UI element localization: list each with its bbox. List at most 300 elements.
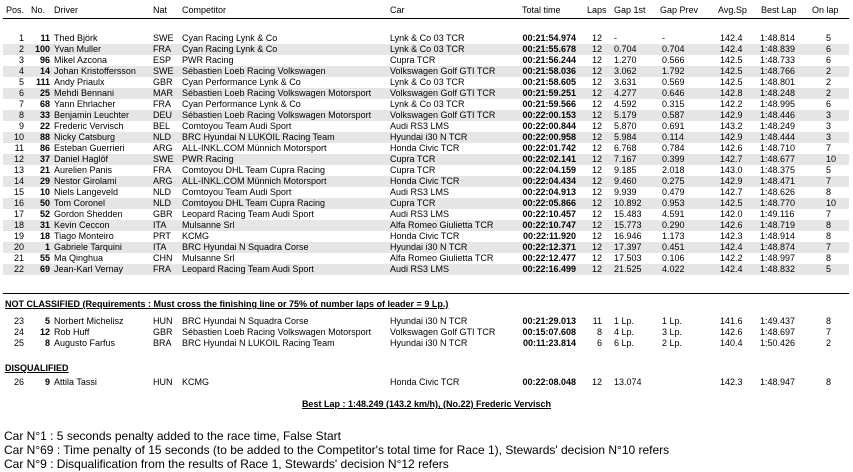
- cell-gapp: 0.114: [662, 132, 684, 142]
- cell-gap1: 3.631: [614, 77, 637, 87]
- cell-car: Volkswagen Golf GTI TCR: [390, 110, 496, 120]
- cell-pos: 19: [13, 231, 24, 241]
- cell-onlap: 8: [826, 187, 832, 197]
- cell-pos: 6: [18, 88, 24, 98]
- cell-pos: 21: [13, 253, 24, 263]
- cell-time: 00:11:23.814: [522, 338, 576, 348]
- cell-pos: 3: [18, 55, 24, 65]
- table-row: [0, 33, 853, 44]
- cell-onlap: 8: [826, 231, 832, 241]
- cell-car: Lynk & Co 03 TCR: [390, 99, 465, 109]
- cell-competitor: BRC Hyundai N LUKOIL Racing Team: [182, 338, 335, 348]
- cell-competitor: Comtoyou DHL Team Cupra Racing: [182, 165, 326, 175]
- cell-no: 5: [44, 316, 50, 326]
- cell-nat: ITA: [153, 242, 167, 252]
- cell-time: 00:22:00.958: [522, 132, 576, 142]
- cell-laps: 12: [591, 55, 602, 65]
- cell-car: Volkswagen Golf GTI TCR: [390, 327, 496, 337]
- cell-time: 00:22:10.747: [522, 220, 576, 230]
- cell-nat: FRA: [153, 44, 171, 54]
- cell-time: 00:22:12.477: [522, 253, 576, 263]
- cell-best: 1:48.471: [760, 176, 796, 186]
- header-competitor: Competitor: [182, 5, 227, 15]
- cell-laps: 12: [591, 220, 602, 230]
- cell-time: 00:22:01.742: [522, 143, 576, 153]
- cell-no: 18: [39, 231, 50, 241]
- cell-gap1: 4 Lp.: [614, 327, 635, 337]
- header-car: Car: [390, 5, 405, 15]
- cell-gap1: 9.939: [614, 187, 637, 197]
- cell-best: 1:48.719: [760, 220, 796, 230]
- cell-competitor: BRC Hyundai N Squadra Corse: [182, 316, 309, 326]
- cell-pos: 13: [13, 165, 24, 175]
- cell-driver: Johan Kristoffersson: [54, 66, 136, 76]
- cell-gapp: 0.569: [662, 77, 685, 87]
- cell-gapp: 1.792: [662, 66, 685, 76]
- cell-time: 00:21:59.251: [522, 88, 576, 98]
- cell-onlap: 8: [826, 377, 832, 387]
- cell-competitor: Mulsanne Srl: [182, 253, 235, 263]
- cell-no: 55: [39, 253, 50, 263]
- header-gap-1st: Gap 1st: [614, 5, 646, 15]
- cell-car: Cupra TCR: [390, 198, 436, 208]
- cell-nat: GBR: [153, 209, 173, 219]
- cell-laps: 6: [596, 338, 602, 348]
- cell-gap1: 5.984: [614, 132, 637, 142]
- cell-onlap: 7: [826, 176, 832, 186]
- cell-no: 31: [39, 220, 50, 230]
- cell-laps: 12: [591, 33, 602, 43]
- cell-driver: Mikel Azcona: [54, 55, 108, 65]
- cell-best: 1:48.814: [760, 33, 796, 43]
- cell-avg: 142.6: [720, 220, 743, 230]
- cell-no: 10: [39, 187, 50, 197]
- cell-nat: ARG: [153, 176, 173, 186]
- cell-time: 00:21:56.244: [522, 55, 576, 65]
- cell-nat: SWE: [153, 33, 174, 43]
- cell-best: 1:48.832: [760, 264, 796, 274]
- cell-car: Cupra TCR: [390, 165, 436, 175]
- cell-driver: Norbert Michelisz: [54, 316, 124, 326]
- cell-gapp: 0.451: [662, 242, 685, 252]
- cell-best: 1:48.444: [760, 132, 796, 142]
- cell-laps: 12: [591, 176, 602, 186]
- cell-onlap: 6: [826, 99, 832, 109]
- cell-no: 69: [39, 264, 50, 274]
- cell-driver: Thed Björk: [54, 33, 98, 43]
- cell-no: 68: [39, 99, 50, 109]
- cell-competitor: Sébastien Loeb Racing Volkswagen: [182, 66, 326, 76]
- cell-avg: 142.7: [720, 154, 743, 164]
- cell-nat: NLD: [153, 198, 172, 208]
- cell-best: 1:48.626: [760, 187, 796, 197]
- cell-onlap: 2: [826, 77, 832, 87]
- cell-laps: 12: [591, 187, 602, 197]
- cell-no: 9: [44, 377, 50, 387]
- cell-no: 1: [44, 242, 50, 252]
- cell-best: 1:48.766: [760, 66, 796, 76]
- cell-competitor: Comtoyou DHL Team Cupra Racing: [182, 198, 326, 208]
- cell-driver: Aurelien Panis: [54, 165, 113, 175]
- cell-pos: 5: [18, 77, 24, 87]
- cell-driver: Augusto Farfus: [54, 338, 116, 348]
- cell-gapp: -: [662, 33, 665, 43]
- cell-laps: 12: [591, 165, 602, 175]
- cell-no: 37: [39, 154, 50, 164]
- cell-driver: Kevin Ceccon: [54, 220, 110, 230]
- cell-best: 1:48.770: [760, 198, 796, 208]
- cell-competitor: Comtoyou Team Audi Sport: [182, 187, 292, 197]
- cell-car: Honda Civic TCR: [390, 176, 460, 186]
- cell-laps: 12: [591, 99, 602, 109]
- cell-avg: 142.4: [720, 44, 743, 54]
- cell-competitor: Cyan Performance Lynk & Co: [182, 77, 301, 87]
- table-row: [0, 316, 853, 327]
- cell-nat: ARG: [153, 143, 173, 153]
- cell-best: 1:48.697: [760, 327, 796, 337]
- cell-avg: 142.9: [720, 132, 743, 142]
- cell-gapp: 2 Lp.: [662, 338, 683, 348]
- cell-avg: 142.3: [720, 231, 743, 241]
- cell-best: 1:48.801: [760, 77, 796, 87]
- cell-onlap: 8: [826, 253, 832, 263]
- cell-pos: 11: [14, 143, 24, 153]
- cell-driver: Nestor Girolami: [54, 176, 117, 186]
- cell-laps: 8: [596, 327, 602, 337]
- cell-pos: 4: [18, 66, 24, 76]
- cell-gapp: 1 Lp.: [662, 316, 683, 326]
- cell-pos: 20: [13, 242, 24, 252]
- cell-gapp: 0.704: [662, 44, 685, 54]
- table-row: [0, 176, 853, 187]
- cell-time: 00:22:11.920: [522, 231, 576, 241]
- header-driver: Driver: [54, 5, 78, 15]
- cell-avg: 142.3: [720, 377, 743, 387]
- cell-gap1: 1 Lp.: [614, 316, 635, 326]
- cell-best: 1:48.839: [760, 44, 796, 54]
- cell-gapp: 0.566: [662, 55, 685, 65]
- cell-gapp: 2.018: [662, 165, 685, 175]
- cell-car: Alfa Romeo Giulietta TCR: [390, 220, 494, 230]
- header-nat: Nat: [153, 5, 168, 15]
- cell-nat: ITA: [153, 220, 167, 230]
- table-row: [0, 55, 853, 66]
- cell-onlap: 2: [826, 88, 832, 98]
- cell-best: 1:48.710: [760, 143, 796, 153]
- cell-gapp: 0.784: [662, 143, 685, 153]
- cell-no: 111: [35, 77, 50, 87]
- cell-onlap: 7: [826, 209, 832, 219]
- cell-time: 00:15:07.608: [522, 327, 576, 337]
- cell-gap1: 17.397: [614, 242, 642, 252]
- cell-gap1: 4.592: [614, 99, 637, 109]
- table-row: [0, 44, 853, 55]
- cell-best: 1:50.426: [760, 338, 796, 348]
- table-row: [0, 77, 853, 88]
- cell-competitor: ALL-INKL.COM Münnich Motorsport: [182, 176, 327, 186]
- cell-nat: NLD: [153, 132, 172, 142]
- cell-gap1: 1.270: [614, 55, 637, 65]
- cell-onlap: 2: [826, 66, 832, 76]
- cell-onlap: 7: [826, 327, 832, 337]
- cell-no: 12: [39, 327, 50, 337]
- cell-gap1: 4.277: [614, 88, 637, 98]
- cell-avg: 142.9: [720, 110, 743, 120]
- penalty-note: Car N°9 : Disqualification from the results of Race 1, Stewards' decision N°12 refers: [4, 457, 449, 471]
- cell-gap1: 6.768: [614, 143, 637, 153]
- cell-driver: Mehdi Bennani: [54, 88, 115, 98]
- cell-onlap: 3: [826, 121, 832, 131]
- cell-driver: Tiago Monteiro: [54, 231, 114, 241]
- cell-laps: 12: [591, 121, 602, 131]
- cell-no: 96: [39, 55, 50, 65]
- cell-laps: 12: [591, 44, 602, 54]
- cell-gapp: 0.953: [662, 198, 685, 208]
- cell-pos: 18: [13, 220, 24, 230]
- cell-driver: Nicky Catsburg: [54, 132, 116, 142]
- cell-competitor: Comtoyou Team Audi Sport: [182, 121, 292, 131]
- cell-best: 1:48.446: [760, 110, 796, 120]
- cell-pos: 15: [13, 187, 24, 197]
- cell-no: 100: [34, 44, 50, 54]
- header-no: No.: [31, 5, 46, 15]
- table-row: [0, 253, 853, 264]
- cell-competitor: ALL-INKL.COM Münnich Motorsport: [182, 143, 327, 153]
- cell-gap1: 15.483: [614, 209, 642, 219]
- cell-nat: MAR: [153, 88, 173, 98]
- table-row: [0, 242, 853, 253]
- cell-car: Audi RS3 LMS: [390, 187, 450, 197]
- table-row: [0, 231, 853, 242]
- cell-laps: 12: [591, 198, 602, 208]
- cell-gap1: 17.503: [614, 253, 642, 263]
- cell-time: 00:22:05.866: [522, 198, 576, 208]
- cell-nat: FRA: [153, 99, 171, 109]
- cell-avg: 142.5: [720, 77, 743, 87]
- cell-competitor: Sébastien Loeb Racing Volkswagen Motorsport: [182, 88, 372, 98]
- cell-laps: 12: [591, 88, 602, 98]
- best-lap-summary: Best Lap : 1:48.249 (143.2 km/h), (No.22) Frederic Vervisch: [301, 399, 552, 409]
- table-row: [0, 154, 853, 165]
- cell-nat: HUN: [153, 377, 173, 387]
- cell-onlap: 5: [826, 264, 832, 274]
- cell-onlap: 8: [826, 220, 832, 230]
- cell-gapp: 0.646: [662, 88, 685, 98]
- cell-gap1: 5.179: [614, 110, 637, 120]
- cell-nat: SWE: [153, 66, 174, 76]
- table-row: [0, 198, 853, 209]
- cell-onlap: 3: [826, 110, 832, 120]
- cell-time: 00:22:00.153: [522, 110, 576, 120]
- cell-time: 00:21:54.974: [522, 33, 576, 43]
- cell-laps: 12: [591, 132, 602, 142]
- cell-no: 33: [39, 110, 50, 120]
- cell-best: 1:48.947: [760, 377, 796, 387]
- cell-laps: 11: [592, 316, 602, 326]
- cell-avg: 142.6: [720, 327, 743, 337]
- cell-car: Volkswagen Golf GTI TCR: [390, 88, 496, 98]
- cell-nat: SWE: [153, 154, 174, 164]
- cell-gapp: 0.290: [662, 220, 685, 230]
- cell-pos: 7: [18, 99, 24, 109]
- cell-gapp: 3 Lp.: [662, 327, 683, 337]
- cell-best: 1:48.733: [760, 55, 796, 65]
- cell-pos: 23: [13, 316, 24, 326]
- cell-gap1: 10.892: [614, 198, 642, 208]
- cell-no: 14: [39, 66, 50, 76]
- table-row: [0, 132, 853, 143]
- table-row: [0, 187, 853, 198]
- cell-time: 00:21:29.013: [522, 316, 576, 326]
- cell-laps: 12: [591, 66, 602, 76]
- cell-onlap: 10: [826, 198, 837, 208]
- cell-pos: 2: [18, 44, 24, 54]
- cell-gapp: 4.591: [662, 209, 685, 219]
- cell-nat: BEL: [153, 121, 171, 131]
- cell-laps: 12: [591, 143, 602, 153]
- cell-gap1: 15.773: [614, 220, 642, 230]
- cell-nat: CHN: [153, 253, 173, 263]
- cell-car: Hyundai i30 N TCR: [390, 316, 468, 326]
- cell-competitor: PWR Racing: [182, 55, 234, 65]
- cell-onlap: 3: [826, 132, 832, 142]
- cell-no: 88: [39, 132, 50, 142]
- cell-competitor: Sébastien Loeb Racing Volkswagen Motorsport: [182, 327, 372, 337]
- cell-avg: 142.7: [720, 187, 743, 197]
- cell-pos: 12: [13, 154, 24, 164]
- cell-onlap: 10: [826, 154, 837, 164]
- cell-competitor: KCMG: [182, 231, 209, 241]
- cell-laps: 12: [591, 110, 602, 120]
- cell-car: Honda Civic TCR: [390, 143, 460, 153]
- cell-best: 1:48.914: [760, 231, 796, 241]
- cell-avg: 140.4: [720, 338, 743, 348]
- cell-laps: 12: [591, 377, 602, 387]
- cell-gap1: 0.704: [614, 44, 637, 54]
- cell-competitor: Cyan Performance Lynk & Co: [182, 99, 301, 109]
- cell-pos: 1: [18, 33, 24, 43]
- cell-best: 1:49.116: [760, 209, 795, 219]
- cell-pos: 24: [13, 327, 24, 337]
- cell-time: 00:22:16.499: [522, 264, 576, 274]
- cell-nat: DEU: [153, 110, 173, 120]
- cell-avg: 142.5: [720, 66, 743, 76]
- cell-pos: 10: [13, 132, 24, 142]
- cell-competitor: Leopard Racing Team Audi Sport: [182, 264, 314, 274]
- cell-time: 00:21:59.566: [522, 99, 576, 109]
- table-row: [0, 66, 853, 77]
- cell-onlap: 5: [826, 33, 832, 43]
- cell-avg: 142.5: [720, 198, 743, 208]
- cell-car: Audi RS3 LMS: [390, 121, 450, 131]
- cell-driver: Esteban Guerrieri: [54, 143, 125, 153]
- table-row: [0, 377, 853, 388]
- cell-driver: Andy Priaulx: [54, 77, 105, 87]
- cell-no: 8: [44, 338, 50, 348]
- cell-time: 00:22:00.844: [522, 121, 576, 131]
- cell-avg: 142.4: [720, 33, 743, 43]
- cell-time: 00:21:58.605: [522, 77, 576, 87]
- cell-pos: 25: [13, 338, 24, 348]
- cell-gap1: 3.062: [614, 66, 637, 76]
- cell-car: Audi RS3 LMS: [390, 209, 450, 219]
- cell-laps: 12: [591, 242, 602, 252]
- cell-gapp: 0.275: [662, 176, 685, 186]
- cell-driver: Tom Coronel: [54, 198, 106, 208]
- cell-avg: 142.5: [720, 55, 743, 65]
- cell-best: 1:48.375: [760, 165, 796, 175]
- cell-onlap: 5: [826, 165, 832, 175]
- cell-gapp: 0.479: [662, 187, 685, 197]
- cell-time: 00:22:12.371: [522, 242, 576, 252]
- cell-laps: 12: [591, 77, 602, 87]
- cell-laps: 12: [591, 264, 602, 274]
- cell-nat: FRA: [153, 165, 171, 175]
- cell-competitor: BRC Hyundai N Squadra Corse: [182, 242, 309, 252]
- cell-driver: Gabriele Tarquini: [54, 242, 122, 252]
- cell-avg: 143.0: [720, 165, 743, 175]
- cell-gap1: 21.525: [614, 264, 642, 274]
- cell-avg: 142.6: [720, 143, 743, 153]
- cell-avg: 142.4: [720, 242, 743, 252]
- cell-avg: 143.2: [720, 121, 743, 131]
- cell-competitor: KCMG: [182, 377, 209, 387]
- cell-pos: 9: [18, 121, 24, 131]
- cell-driver: Yann Ehrlacher: [54, 99, 116, 109]
- cell-driver: Attila Tassi: [54, 377, 97, 387]
- cell-competitor: Cyan Racing Lynk & Co: [182, 44, 278, 54]
- cell-best: 1:48.248: [760, 88, 796, 98]
- cell-car: Lynk & Co 03 TCR: [390, 33, 465, 43]
- cell-gapp: 0.587: [662, 110, 685, 120]
- cell-competitor: Sébastien Loeb Racing Volkswagen Motorsport: [182, 110, 372, 120]
- cell-driver: Ma Qinghua: [54, 253, 104, 263]
- cell-car: Honda Civic TCR: [390, 231, 460, 241]
- cell-time: 00:22:04.913: [522, 187, 576, 197]
- cell-onlap: 7: [826, 242, 832, 252]
- cell-best: 1:48.249: [760, 121, 796, 131]
- table-row: [0, 88, 853, 99]
- header-on-lap: On lap: [812, 5, 839, 15]
- cell-best: 1:48.995: [760, 99, 796, 109]
- cell-no: 21: [39, 165, 50, 175]
- cell-onlap: 7: [826, 143, 832, 153]
- cell-avg: 142.8: [720, 88, 743, 98]
- cell-gap1: 16.946: [614, 231, 642, 241]
- cell-competitor: PWR Racing: [182, 154, 234, 164]
- cell-pos: 17: [13, 209, 24, 219]
- cell-nat: FRA: [153, 264, 171, 274]
- table-row: [0, 143, 853, 154]
- cell-pos: 8: [18, 110, 24, 120]
- cell-onlap: 2: [826, 338, 832, 348]
- cell-car: Lynk & Co 03 TCR: [390, 77, 465, 87]
- cell-no: 50: [39, 198, 50, 208]
- cell-best: 1:48.874: [760, 242, 796, 252]
- cell-no: 86: [39, 143, 50, 153]
- cell-gap1: -: [614, 33, 617, 43]
- table-row: [0, 264, 853, 275]
- cell-gapp: 1.173: [662, 231, 685, 241]
- penalty-note: Car N°1 : 5 seconds penalty added to the race time, False Start: [4, 429, 341, 443]
- header-pos: Pos.: [6, 5, 25, 15]
- header-laps: Laps: [587, 5, 607, 15]
- cell-nat: BRA: [153, 338, 172, 348]
- table-row: [0, 165, 853, 176]
- cell-laps: 12: [591, 231, 602, 241]
- cell-nat: GBR: [153, 77, 173, 87]
- cell-driver: Gordon Shedden: [54, 209, 123, 219]
